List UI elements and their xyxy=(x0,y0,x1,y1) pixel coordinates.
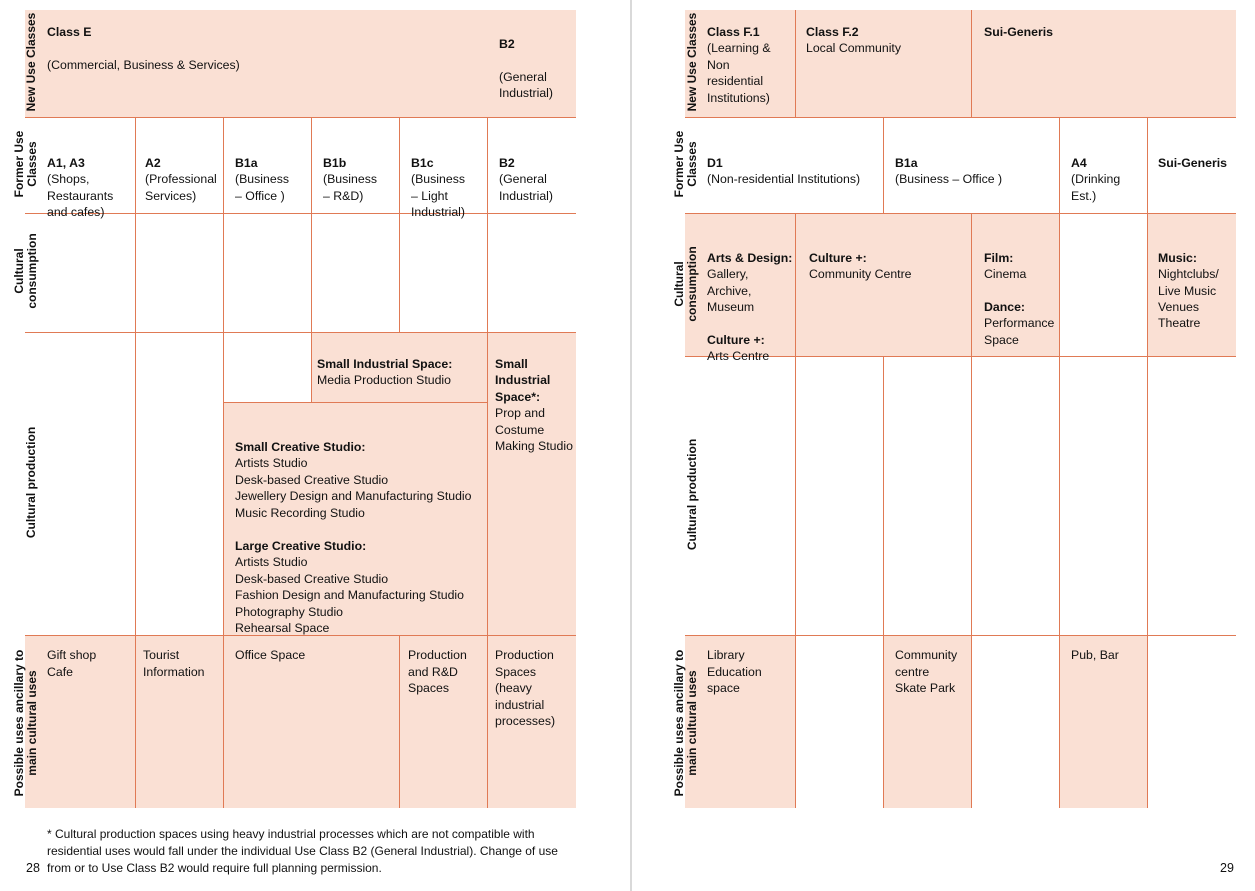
former-title: B2 xyxy=(499,155,515,170)
former-title: B1c xyxy=(411,155,434,170)
grid-line xyxy=(795,10,796,117)
dance-desc: Performance Space xyxy=(984,316,1055,347)
former-sui-generis-cell xyxy=(1158,138,1227,171)
arts-design-desc: Gallery, Archive, Museum xyxy=(707,267,755,314)
former-title: B1a xyxy=(235,155,258,170)
former-a4-title: A4 xyxy=(1071,155,1087,170)
former-d1-title: D1 xyxy=(707,155,723,170)
large-creative-desc: Artists Studio Desk-based Creative Studio Fashion Design and Manufacturing Studio Photography Studio Rehearsal Space xyxy=(235,555,464,635)
class-e-title: Class E xyxy=(47,24,92,39)
film-desc: Cinema xyxy=(984,267,1027,281)
arts-design-title: Arts & Design: xyxy=(707,250,793,265)
class-f2-cell xyxy=(806,7,901,57)
former-d1-cell xyxy=(707,138,860,188)
b2-new-desc: (General Industrial) xyxy=(499,69,553,100)
former-desc: (Professional Services) xyxy=(145,172,217,203)
former-d1-desc: (Non-residential Institutions) xyxy=(707,172,861,186)
music-desc: Nightclubs/ Live Music Venues xyxy=(1158,267,1219,314)
class-f2-desc: Local Community xyxy=(806,41,901,55)
grid-line xyxy=(1147,117,1148,808)
grid-line xyxy=(971,10,972,117)
ancillary-item: Pub, Bar xyxy=(1071,648,1119,662)
page-number: 28 xyxy=(26,861,40,875)
former-b1a-title: B1a xyxy=(895,155,918,170)
grid-line xyxy=(1059,117,1060,808)
arts-design-cell xyxy=(707,233,792,316)
culture-arts-centre-cell xyxy=(707,315,769,365)
row-label-production: Cultural production xyxy=(685,438,699,551)
ancillary-item: Production Spaces (heavy industrial processes) xyxy=(495,648,556,728)
sui-generis-new-cell xyxy=(984,7,1053,40)
class-f2-title: Class F.2 xyxy=(806,24,859,39)
grid-line xyxy=(685,117,1236,118)
grid-line xyxy=(685,213,1236,214)
footnote: * Cultural production spaces using heavy industrial processes which are not compatible with residential uses would fall under the individual Use Class B2 (General Industrial). Change of use from or to Use Class B2 would require full planning permission. xyxy=(47,827,558,875)
row-label-production: Cultural production xyxy=(24,426,38,539)
small-creative-desc: Artists Studio Desk-based Creative Studio Jewellery Design and Manufacturing Studio Music Recording Studio xyxy=(235,456,472,520)
grid-line xyxy=(685,635,1236,636)
ancillary-item: Community centre Skate Park xyxy=(895,648,958,695)
class-f1-desc: (Learning & Non residential Institutions) xyxy=(707,41,771,105)
row-label-ancillary: Possible uses ancillary to main cultural uses xyxy=(12,649,39,797)
former-title: A2 xyxy=(145,155,161,170)
ancillary-item: Gift shop Cafe xyxy=(47,648,97,679)
sui-generis-new-title: Sui-Generis xyxy=(984,24,1054,39)
film-title: Film: xyxy=(984,250,1014,265)
small-industrial-title: Small Industrial Space: xyxy=(317,356,453,371)
former-desc: (Business – Office ) xyxy=(235,172,289,203)
culture-title: Culture +: xyxy=(707,332,765,347)
dance-title: Dance: xyxy=(984,299,1026,314)
ancillary-item: Production and R&D Spaces xyxy=(408,648,467,695)
former-desc: (Shops, Restaurants and cafes) xyxy=(47,172,114,219)
former-desc: (Business – Light Industrial) xyxy=(411,172,465,219)
b2-new-title: B2 xyxy=(499,36,515,51)
culture-desc: Community Centre xyxy=(809,267,912,281)
small-industrial-desc: Media Production Studio xyxy=(317,373,451,387)
row-label-former: Former Use Classes xyxy=(672,130,699,198)
former-title: A1, A3 xyxy=(47,155,85,170)
row-label-ancillary: Possible uses ancillary to main cultural uses xyxy=(672,649,699,797)
class-f1-cell xyxy=(707,7,771,106)
former-desc: (Business – R&D) xyxy=(323,172,377,203)
page-number: 29 xyxy=(1220,861,1234,875)
row-label-new: New Use Classes xyxy=(685,12,699,112)
culture-community-cell xyxy=(809,233,912,283)
grid-line xyxy=(971,213,972,808)
row-label-consumption: Cultural consumption xyxy=(672,246,699,322)
film-cell xyxy=(984,233,1026,283)
class-e-desc: (Commercial, Business & Services) xyxy=(47,57,240,72)
ancillary-item: Office Space xyxy=(235,648,306,662)
grid-line xyxy=(883,356,884,808)
grid-line xyxy=(883,117,884,213)
small-industrial-b2-title: Small Industrial Space*: xyxy=(495,356,551,404)
row-label-former: Former Use Classes xyxy=(12,130,39,198)
small-creative-title: Small Creative Studio: xyxy=(235,439,366,454)
small-industrial-b2-desc: Prop and Costume Making Studio xyxy=(495,406,573,453)
former-desc: (General Industrial) xyxy=(499,172,553,203)
music-cell xyxy=(1158,233,1219,316)
music-title: Music: xyxy=(1158,250,1197,265)
class-f1-title: Class F.1 xyxy=(707,24,760,39)
former-b1a-cell xyxy=(895,138,1002,188)
ancillary-item: Library Education space xyxy=(707,648,762,695)
former-sui-generis-title: Sui-Generis xyxy=(1158,155,1228,170)
dance-cell xyxy=(984,282,1054,348)
former-a4-cell xyxy=(1071,138,1120,204)
culture-desc: Arts Centre xyxy=(707,349,770,363)
former-a4-desc: (Drinking Est.) xyxy=(1071,172,1121,203)
row-label-consumption: Cultural consumption xyxy=(12,233,39,309)
former-b1a-desc: (Business – Office ) xyxy=(895,172,1003,186)
grid-line xyxy=(795,213,796,808)
culture-title: Culture +: xyxy=(809,250,867,265)
theatre-cell: Theatre xyxy=(1158,316,1201,330)
former-title: B1b xyxy=(323,155,347,170)
ancillary-item: Tourist Information xyxy=(143,648,205,679)
row-label-new: New Use Classes xyxy=(24,12,38,112)
large-creative-title: Large Creative Studio: xyxy=(235,538,367,553)
